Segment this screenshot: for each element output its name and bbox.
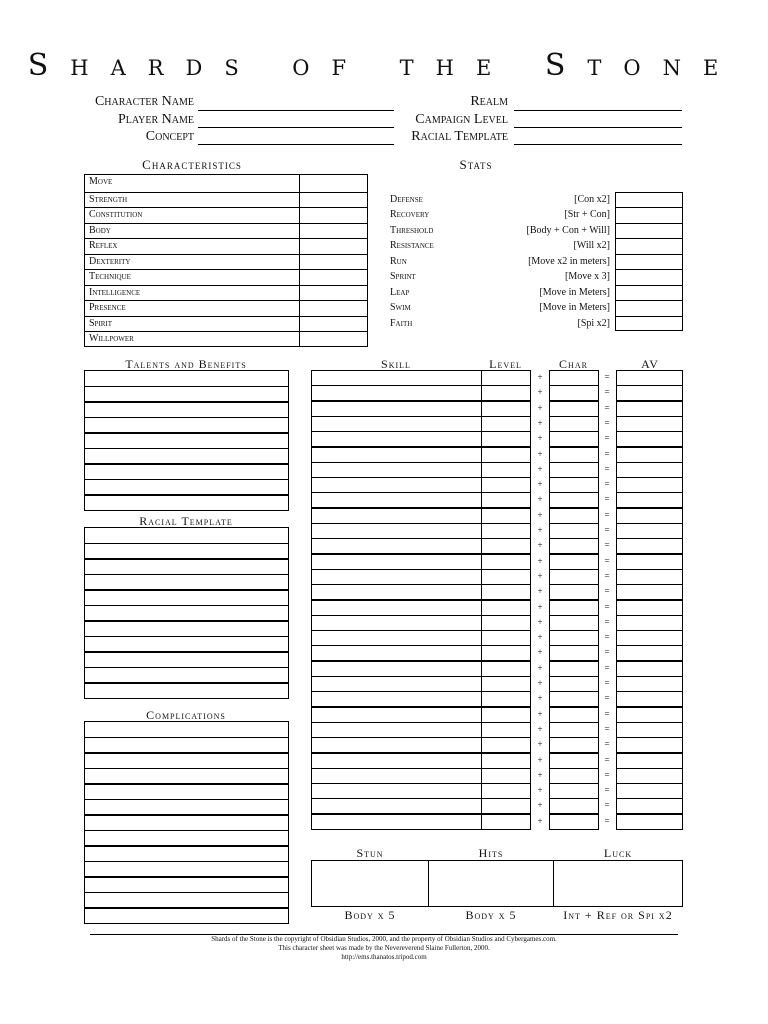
- realm-label: Realm: [470, 94, 508, 109]
- skill-char-cell[interactable]: [549, 523, 599, 539]
- skill-plus-sign: +: [537, 372, 543, 382]
- racial-template-label: Racial Template: [411, 129, 508, 144]
- skill-name-cell[interactable]: [311, 523, 482, 539]
- stun-box[interactable]: [311, 860, 429, 907]
- skill-equals-sign: =: [604, 403, 610, 413]
- stat-value-run[interactable]: [616, 255, 682, 269]
- complications-row[interactable]: [84, 907, 289, 924]
- stat-label-threshold: Threshold: [390, 225, 434, 236]
- skill-name-cell[interactable]: [311, 768, 482, 784]
- realm-field[interactable]: [514, 110, 682, 111]
- skill-equals-sign: =: [604, 663, 610, 673]
- skill-level-cell[interactable]: [481, 492, 531, 508]
- player-name-label: Player Name: [117, 112, 194, 127]
- skill-plus-sign: +: [537, 433, 543, 443]
- skill-char-cell[interactable]: [549, 783, 599, 799]
- stat-formula-recovery: [Str + Con]: [564, 209, 610, 220]
- skill-av-cell[interactable]: [616, 645, 683, 661]
- skill-equals-sign: =: [604, 647, 610, 657]
- stats-heading: Stats: [459, 157, 493, 172]
- stat-value-leap[interactable]: [616, 286, 682, 300]
- skill-name-cell[interactable]: [311, 401, 482, 417]
- skill-level-cell[interactable]: [481, 477, 531, 493]
- stat-label-recovery: Recovery: [390, 209, 430, 220]
- skill-char-cell[interactable]: [549, 477, 599, 493]
- hits-box[interactable]: [428, 860, 554, 907]
- skill-char-cell[interactable]: [549, 676, 599, 692]
- skill-name-cell[interactable]: [311, 645, 482, 661]
- footer-credit: This character sheet was made by the Nevereverend Slaine Fullerton, 2000.: [278, 944, 490, 952]
- skill-name-cell[interactable]: [311, 492, 482, 508]
- skill-name-cell[interactable]: [311, 431, 482, 447]
- stat-formula-run: [Move x2 in meters]: [528, 256, 610, 267]
- stat-label-sprint: Sprint: [390, 271, 416, 282]
- skill-av-cell[interactable]: [616, 416, 683, 432]
- skill-av-cell[interactable]: [616, 569, 683, 585]
- skill-char-cell[interactable]: [549, 554, 599, 570]
- skill-level-cell[interactable]: [481, 707, 531, 723]
- campaign-level-label: Campaign Level: [415, 112, 508, 127]
- talents-row[interactable]: [84, 463, 289, 480]
- characteristics-heading: Characteristics: [142, 157, 242, 172]
- skill-level-cell[interactable]: [481, 584, 531, 600]
- characteristic-label-reflex: Reflex: [89, 240, 118, 251]
- skill-plus-sign: +: [537, 617, 543, 627]
- racial-template-heading: Racial Template: [139, 514, 233, 528]
- luck-box[interactable]: [553, 860, 683, 907]
- skill-av-cell[interactable]: [616, 783, 683, 799]
- skill-plus-sign: +: [537, 387, 543, 397]
- racial-template-field[interactable]: [514, 144, 682, 145]
- skill-av-cell[interactable]: [616, 600, 683, 616]
- skill-char-cell[interactable]: [549, 737, 599, 753]
- skill-level-cell[interactable]: [481, 523, 531, 539]
- skill-av-cell[interactable]: [616, 630, 683, 646]
- characteristic-label-move: Move: [89, 176, 113, 187]
- skill-plus-sign: +: [537, 770, 543, 780]
- skill-char-cell[interactable]: [549, 370, 599, 386]
- characteristic-label-constitution: Constitution: [89, 209, 143, 220]
- complications-row[interactable]: [84, 845, 289, 862]
- skill-av-cell[interactable]: [616, 584, 683, 600]
- skill-plus-sign: +: [537, 739, 543, 749]
- complications-row[interactable]: [84, 783, 289, 800]
- stat-value-sprint[interactable]: [616, 270, 682, 284]
- sheet-title: Shards of the Stone: [27, 48, 741, 83]
- stat-label-swim: Swim: [390, 302, 411, 313]
- skill-equals-sign: =: [604, 418, 610, 428]
- skill-plus-sign: +: [537, 724, 543, 734]
- skill-name-cell[interactable]: [311, 691, 482, 707]
- skill-equals-sign: =: [604, 602, 610, 612]
- skill-char-cell[interactable]: [549, 447, 599, 463]
- skill-char-cell[interactable]: [549, 569, 599, 585]
- stat-label-run: Run: [390, 256, 407, 267]
- skill-name-cell[interactable]: [311, 722, 482, 738]
- character-name-label: Character Name: [94, 94, 194, 109]
- characteristic-label-intelligence: Intelligence: [89, 287, 141, 298]
- skill-plus-sign: +: [537, 663, 543, 673]
- skill-plus-sign: +: [537, 693, 543, 703]
- racial-template-row[interactable]: [84, 527, 289, 544]
- skill-char-cell[interactable]: [549, 798, 599, 814]
- skill-char-cell[interactable]: [549, 508, 599, 524]
- skill-char-cell[interactable]: [549, 768, 599, 784]
- skill-char-cell[interactable]: [549, 462, 599, 478]
- skill-equals-sign: =: [604, 556, 610, 566]
- skill-char-cell[interactable]: [549, 691, 599, 707]
- skill-av-cell[interactable]: [616, 814, 683, 830]
- skill-av-cell[interactable]: [616, 691, 683, 707]
- stat-formula-defense: [Con x2]: [574, 194, 610, 205]
- racial-template-row[interactable]: [84, 682, 289, 699]
- skill-name-cell[interactable]: [311, 447, 482, 463]
- characteristic-value-spirit[interactable]: [300, 317, 367, 331]
- talents-row[interactable]: [84, 432, 289, 449]
- stat-label-leap: Leap: [390, 287, 410, 298]
- skill-name-cell[interactable]: [311, 477, 482, 493]
- characteristic-value-constitution[interactable]: [300, 208, 367, 223]
- skill-equals-sign: =: [604, 464, 610, 474]
- skill-name-cell[interactable]: [311, 630, 482, 646]
- characteristic-label-spirit: Spirit: [89, 318, 113, 329]
- characteristic-label-technique: Technique: [89, 271, 131, 282]
- skill-char-cell[interactable]: [549, 707, 599, 723]
- skill-char-cell[interactable]: [549, 538, 599, 554]
- skill-plus-sign: +: [537, 525, 543, 535]
- skill-name-cell[interactable]: [311, 538, 482, 554]
- complications-row[interactable]: [84, 876, 289, 893]
- skill-level-cell[interactable]: [481, 554, 531, 570]
- skill-av-cell[interactable]: [616, 462, 683, 478]
- skill-name-cell[interactable]: [311, 707, 482, 723]
- racial-template-row[interactable]: [84, 589, 289, 606]
- skill-char-cell[interactable]: [549, 661, 599, 677]
- skill-equals-sign: =: [604, 739, 610, 749]
- skill-char-cell[interactable]: [549, 814, 599, 830]
- skill-equals-sign: =: [604, 372, 610, 382]
- concept-label: Concept: [145, 129, 194, 144]
- footer-copyright: Shards of the Stone is the copyright of Obsidian Studios, 2000, and the property of Obsidian Studios and Cybergames.com.: [211, 935, 557, 943]
- skill-plus-sign: +: [537, 586, 543, 596]
- skill-av-cell[interactable]: [616, 431, 683, 447]
- character-name-field[interactable]: [198, 110, 394, 111]
- skill-plus-sign: +: [537, 602, 543, 612]
- skill-level-cell[interactable]: [481, 676, 531, 692]
- characteristic-value-technique[interactable]: [300, 270, 367, 285]
- skill-char-cell[interactable]: [549, 630, 599, 646]
- skill-level-cell[interactable]: [481, 814, 531, 830]
- skill-plus-sign: +: [537, 816, 543, 826]
- stun-heading: Stun: [356, 846, 384, 860]
- skill-av-cell[interactable]: [616, 676, 683, 692]
- skill-plus-sign: +: [537, 678, 543, 688]
- characteristic-value-intelligence[interactable]: [300, 286, 367, 300]
- skill-name-cell[interactable]: [311, 554, 482, 570]
- skill-char-cell[interactable]: [549, 431, 599, 447]
- skill-av-cell[interactable]: [616, 737, 683, 753]
- skill-level-cell[interactable]: [481, 661, 531, 677]
- characteristic-value-reflex[interactable]: [300, 239, 367, 254]
- skill-equals-sign: =: [604, 586, 610, 596]
- skill-equals-sign: =: [604, 479, 610, 489]
- skill-av-cell[interactable]: [616, 554, 683, 570]
- skill-equals-sign: =: [604, 816, 610, 826]
- characteristic-value-willpower[interactable]: [300, 332, 367, 347]
- stat-value-swim[interactable]: [616, 301, 682, 315]
- skill-plus-sign: +: [537, 510, 543, 520]
- skill-name-cell[interactable]: [311, 661, 482, 677]
- campaign-level-field[interactable]: [514, 127, 682, 128]
- skill-equals-sign: =: [604, 525, 610, 535]
- skill-name-cell[interactable]: [311, 783, 482, 799]
- skill-char-cell[interactable]: [549, 722, 599, 738]
- skill-level-cell[interactable]: [481, 630, 531, 646]
- skill-level-cell[interactable]: [481, 737, 531, 753]
- skill-name-cell[interactable]: [311, 753, 482, 769]
- skill-equals-sign: =: [604, 617, 610, 627]
- complications-heading: Complications: [146, 708, 226, 722]
- skill-level-cell[interactable]: [481, 416, 531, 432]
- skill-level-cell[interactable]: [481, 691, 531, 707]
- racial-template-row[interactable]: [84, 651, 289, 668]
- characteristic-label-presence: Presence: [89, 302, 126, 313]
- skill-plus-sign: +: [537, 464, 543, 474]
- skill-plus-sign: +: [537, 755, 543, 765]
- skill-av-cell[interactable]: [616, 523, 683, 539]
- skill-equals-sign: =: [604, 755, 610, 765]
- skill-name-cell[interactable]: [311, 814, 482, 830]
- complications-row[interactable]: [84, 814, 289, 831]
- skill-av-cell[interactable]: [616, 492, 683, 508]
- skill-av-cell[interactable]: [616, 538, 683, 554]
- skill-char-cell[interactable]: [549, 584, 599, 600]
- skill-level-cell[interactable]: [481, 645, 531, 661]
- skill-av-cell[interactable]: [616, 722, 683, 738]
- skill-av-cell[interactable]: [616, 707, 683, 723]
- skill-level-cell[interactable]: [481, 462, 531, 478]
- characteristic-value-dexterity[interactable]: [300, 255, 367, 269]
- skill-level-cell[interactable]: [481, 431, 531, 447]
- skill-equals-sign: =: [604, 678, 610, 688]
- characteristic-value-body[interactable]: [300, 224, 367, 238]
- characteristic-value-presence[interactable]: [300, 301, 367, 316]
- skill-level-cell[interactable]: [481, 538, 531, 554]
- skill-heading: Skill: [381, 357, 411, 371]
- skill-name-cell[interactable]: [311, 676, 482, 692]
- racial-template-row[interactable]: [84, 620, 289, 637]
- skill-char-cell[interactable]: [549, 385, 599, 401]
- skill-level-cell[interactable]: [481, 798, 531, 814]
- stat-formula-sprint: [Move x 3]: [565, 271, 610, 282]
- char-heading: Char: [559, 357, 588, 371]
- luck-formula: Int + Ref or Spi x2: [563, 908, 673, 922]
- racial-template-row[interactable]: [84, 558, 289, 575]
- skill-av-cell[interactable]: [616, 508, 683, 524]
- skill-plus-sign: +: [537, 647, 543, 657]
- stat-formula-faith: [Spi x2]: [577, 318, 610, 329]
- skill-level-cell[interactable]: [481, 401, 531, 417]
- skill-level-cell[interactable]: [481, 508, 531, 524]
- talents-heading: Talents and Benefits: [125, 357, 247, 371]
- skill-plus-sign: +: [537, 479, 543, 489]
- stat-label-resistance: Resistance: [390, 240, 434, 251]
- skill-equals-sign: =: [604, 387, 610, 397]
- skill-plus-sign: +: [537, 785, 543, 795]
- skill-plus-sign: +: [537, 494, 543, 504]
- complications-row[interactable]: [84, 752, 289, 769]
- skill-av-cell[interactable]: [616, 447, 683, 463]
- hits-formula: Body x 5: [465, 908, 517, 922]
- characteristic-value-move[interactable]: [300, 175, 367, 192]
- skill-level-cell[interactable]: [481, 569, 531, 585]
- skill-av-cell[interactable]: [616, 385, 683, 401]
- skill-plus-sign: +: [537, 632, 543, 642]
- stun-formula: Body x 5: [344, 908, 396, 922]
- skill-plus-sign: +: [537, 800, 543, 810]
- skill-name-cell[interactable]: [311, 569, 482, 585]
- characteristic-label-strength: Strength: [89, 194, 128, 205]
- level-heading: Level: [489, 357, 522, 371]
- luck-heading: Luck: [603, 846, 633, 860]
- talents-row[interactable]: [84, 494, 289, 511]
- skill-equals-sign: =: [604, 449, 610, 459]
- skill-name-cell[interactable]: [311, 737, 482, 753]
- stat-value-faith[interactable]: [616, 317, 682, 331]
- skill-equals-sign: =: [604, 632, 610, 642]
- skill-plus-sign: +: [537, 403, 543, 413]
- skill-level-cell[interactable]: [481, 370, 531, 386]
- skill-name-cell[interactable]: [311, 615, 482, 631]
- skill-char-cell[interactable]: [549, 753, 599, 769]
- skill-name-cell[interactable]: [311, 462, 482, 478]
- stat-value-defense[interactable]: [616, 193, 682, 207]
- skill-level-cell[interactable]: [481, 600, 531, 616]
- skill-av-cell[interactable]: [616, 370, 683, 386]
- skill-name-cell[interactable]: [311, 508, 482, 524]
- hits-heading: Hits: [478, 846, 504, 860]
- skill-equals-sign: =: [604, 770, 610, 780]
- concept-field[interactable]: [198, 144, 394, 145]
- talents-row[interactable]: [84, 401, 289, 418]
- skill-plus-sign: +: [537, 571, 543, 581]
- skill-equals-sign: =: [604, 724, 610, 734]
- skill-char-cell[interactable]: [549, 492, 599, 508]
- skill-name-cell[interactable]: [311, 385, 482, 401]
- skill-equals-sign: =: [604, 571, 610, 581]
- skill-equals-sign: =: [604, 510, 610, 520]
- stat-value-threshold[interactable]: [616, 224, 682, 238]
- skill-equals-sign: =: [604, 433, 610, 443]
- skill-plus-sign: +: [537, 418, 543, 428]
- skill-name-cell[interactable]: [311, 600, 482, 616]
- stat-formula-swim: [Move in Meters]: [539, 302, 610, 313]
- skill-level-cell[interactable]: [481, 615, 531, 631]
- skill-plus-sign: +: [537, 449, 543, 459]
- skill-equals-sign: =: [604, 785, 610, 795]
- skill-name-cell[interactable]: [311, 370, 482, 386]
- footer-url[interactable]: http://ems.thanatos.tripod.com: [341, 953, 427, 961]
- complications-row[interactable]: [84, 721, 289, 738]
- skill-equals-sign: =: [604, 693, 610, 703]
- skill-equals-sign: =: [604, 800, 610, 810]
- skill-level-cell[interactable]: [481, 385, 531, 401]
- stat-label-faith: Faith: [390, 318, 413, 329]
- skill-char-cell[interactable]: [549, 645, 599, 661]
- skill-name-cell[interactable]: [311, 416, 482, 432]
- skill-av-cell[interactable]: [616, 615, 683, 631]
- player-name-field[interactable]: [198, 127, 394, 128]
- skill-plus-sign: +: [537, 556, 543, 566]
- characteristic-label-body: Body: [89, 225, 111, 236]
- skill-name-cell[interactable]: [311, 798, 482, 814]
- talents-row[interactable]: [84, 370, 289, 387]
- skill-av-cell[interactable]: [616, 477, 683, 493]
- skill-level-cell[interactable]: [481, 768, 531, 784]
- skill-av-cell[interactable]: [616, 798, 683, 814]
- stat-formula-leap: [Move in Meters]: [539, 287, 610, 298]
- skill-av-cell[interactable]: [616, 768, 683, 784]
- stat-label-defense: Defense: [390, 194, 423, 205]
- skill-plus-sign: +: [537, 540, 543, 550]
- stat-value-resistance[interactable]: [616, 239, 682, 253]
- skill-equals-sign: =: [604, 494, 610, 504]
- skill-name-cell[interactable]: [311, 584, 482, 600]
- characteristic-label-dexterity: Dexterity: [89, 256, 131, 267]
- stat-formula-threshold: [Body + Con + Will]: [526, 225, 610, 236]
- stat-value-recovery[interactable]: [616, 208, 682, 222]
- skill-char-cell[interactable]: [549, 600, 599, 616]
- skill-char-cell[interactable]: [549, 615, 599, 631]
- skill-equals-sign: =: [604, 540, 610, 550]
- skill-av-cell[interactable]: [616, 401, 683, 417]
- skill-av-cell[interactable]: [616, 753, 683, 769]
- skill-level-cell[interactable]: [481, 783, 531, 799]
- av-heading: AV: [641, 357, 659, 371]
- skill-level-cell[interactable]: [481, 722, 531, 738]
- skill-equals-sign: =: [604, 709, 610, 719]
- skill-av-cell[interactable]: [616, 661, 683, 677]
- skill-level-cell[interactable]: [481, 753, 531, 769]
- characteristic-value-strength[interactable]: [300, 193, 367, 207]
- skill-level-cell[interactable]: [481, 447, 531, 463]
- skill-char-cell[interactable]: [549, 401, 599, 417]
- skill-plus-sign: +: [537, 709, 543, 719]
- characteristic-label-willpower: Willpower: [89, 333, 134, 344]
- stat-formula-resistance: [Will x2]: [573, 240, 610, 251]
- skill-char-cell[interactable]: [549, 416, 599, 432]
